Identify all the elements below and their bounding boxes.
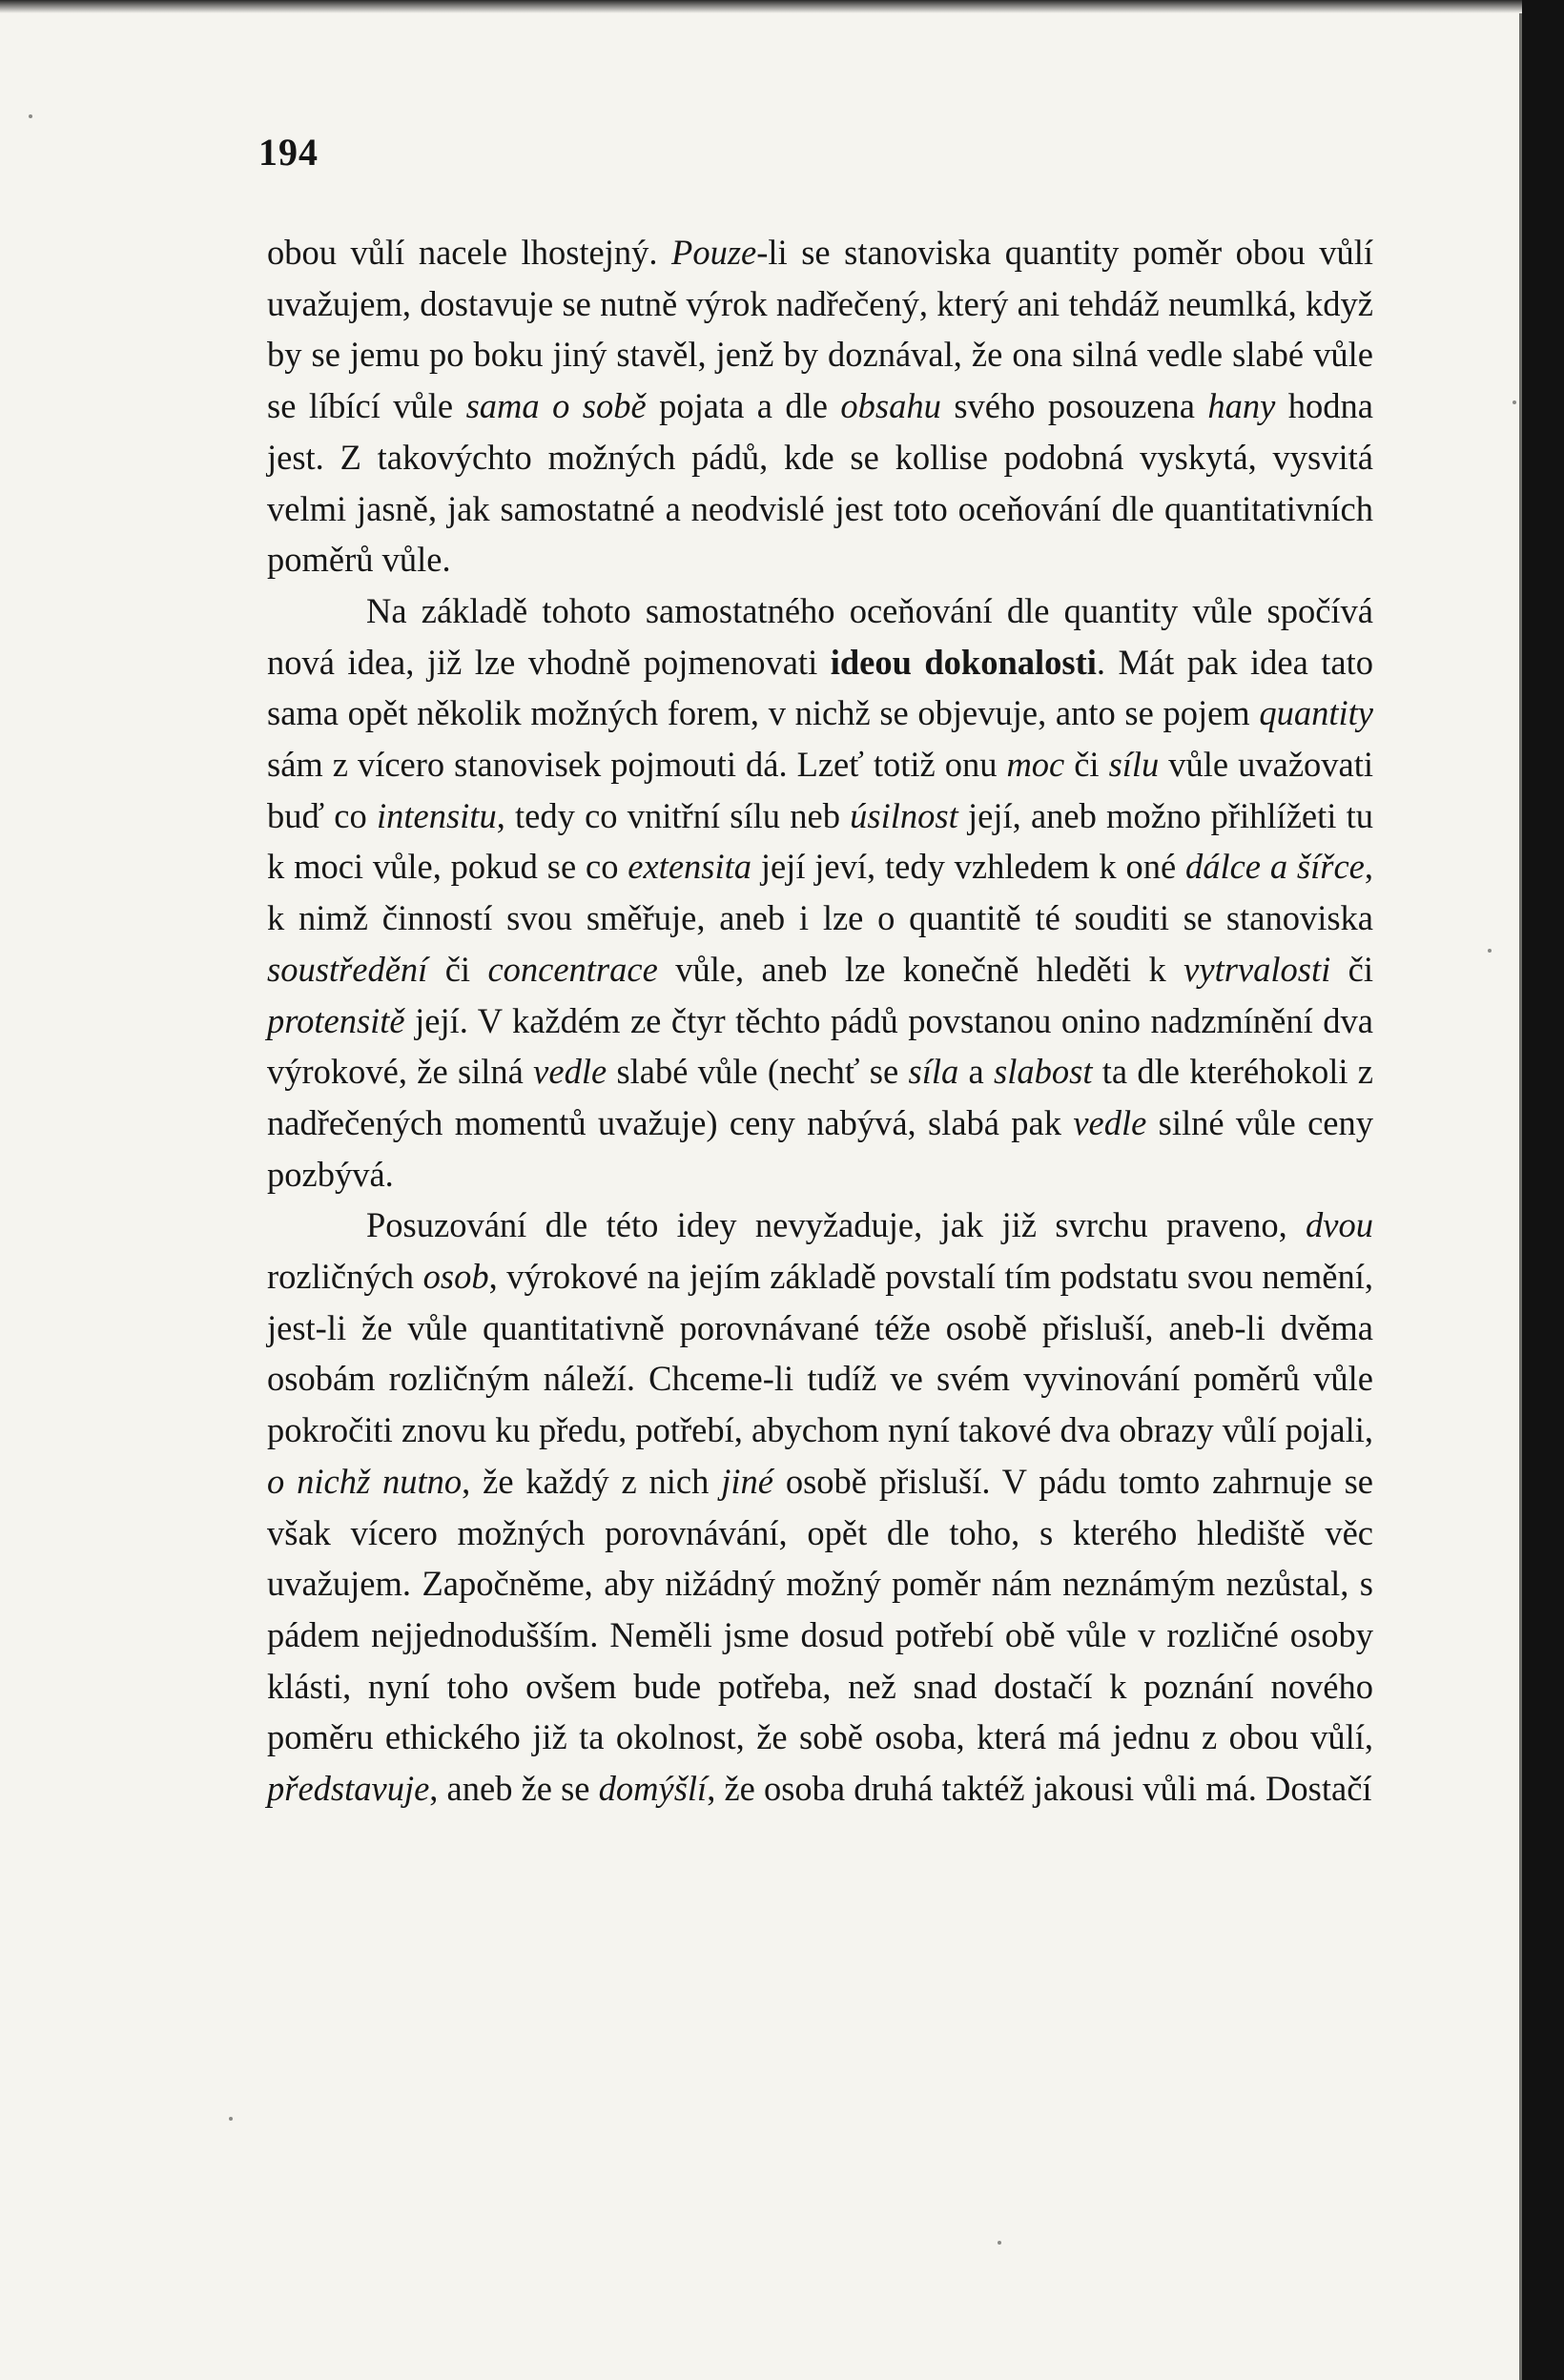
italic-text: intensitu: [376, 795, 497, 835]
italic-text: slabost: [994, 1052, 1093, 1092]
text-run: , že každý z nich: [462, 1461, 722, 1501]
print-speck: [998, 2241, 1001, 2245]
italic-text: moc: [1006, 745, 1065, 785]
text-run: sám z vícero stanovisek pojmouti dá. Lzeť totiž onu: [267, 745, 1007, 785]
italic-text: Pouze: [671, 233, 757, 272]
text-run: , že osoba druhá taktéž jakousi vůli má. Dostačí: [707, 1769, 1372, 1809]
text-run: . Mát pak idea tato sama opět několik možných forem, v nichž se objevuje, anto se pojem: [267, 642, 1373, 733]
italic-text: dálce a šířce: [1184, 847, 1365, 887]
text-run: svého posouzena: [940, 386, 1208, 426]
text-run: vůle uvažovati buď co: [267, 745, 1374, 835]
italic-text: osob: [422, 1257, 489, 1297]
text-run: její, aneb možno přihlížeti tu k moci vůle, pokud se co: [267, 795, 1373, 887]
text-run: , tedy co vnitřní sílu neb: [496, 795, 851, 835]
paragraph-1: [267, 227, 1373, 585]
italic-text: obsahu: [840, 386, 941, 426]
text-run: , výrokové na jejím základě povstalí tím podstatu svou nemění, jest-li že vůle quantitativně porovnávané téže osobě přisluší, aneb-li dvěma osobám rozličným náleží. Chceme-li tudíž ve svém vyvinování poměrů vůle pokročiti znovu ku předu, potřebí, abychom nyní takové dva obrazy vůlí pojali,: [267, 1257, 1373, 1450]
italic-text: síla: [908, 1052, 959, 1092]
italic-text: sílu: [1108, 745, 1160, 785]
print-speck: [229, 2117, 233, 2121]
text-run: a: [958, 1052, 995, 1092]
italic-text: soustředění: [267, 949, 428, 989]
text-run: vůle, aneb lze konečně hleděti k: [657, 949, 1184, 989]
text-run: její jeví, tedy vzhledem k oné: [751, 847, 1185, 887]
text-run: , k nimž činností svou směřuje, aneb i lze o quantitě té souditi se stanoviska: [267, 847, 1373, 938]
italic-text: vedle: [533, 1052, 607, 1092]
page-number: 194: [258, 131, 319, 174]
italic-text: dvou: [1306, 1205, 1373, 1245]
italic-text: concentrace: [487, 949, 658, 989]
text-run: ta dle kteréhokoli z nadřečených momentů uvažuje) ceny nabývá, slabá pak: [267, 1052, 1373, 1142]
text-run: , aneb že se: [429, 1769, 599, 1809]
text-run: Posuzování dle této idey nevyžaduje, jak již svrchu praveno,: [366, 1205, 1307, 1245]
italic-text: extensita: [628, 847, 752, 887]
print-speck: [29, 114, 32, 118]
text-run: silné vůle ceny pozbývá.: [267, 1102, 1373, 1194]
text-run: -li se stanoviska quantity poměr obou vůlí uvažujem, dostavuje se nutně výrok nadřečený, který ani tehdáž neumlká, když by se jemu po boku jiný stavěl, jenž by doznával, že ona silná vedle slabé vůle se líbící vůle: [267, 233, 1373, 426]
text-run: osobě přisluší. V pádu tomto zahrnuje se však vícero možných porovnávání, opět dle toho, s kterého hlediště věc uvažujem. Započněme, aby nižádný možný poměr nám neznámým nezůstal, s pádem nejjednodušším. Neměli jsme dosud potřebí obě vůle v rozličné osoby klásti, nyní toho ovšem bude potřeba, než snad dostačí k poznání nového poměru ethického již ta okolnost, že sobě osoba, která má jednu z obou vůlí,: [267, 1461, 1374, 1757]
page-top-shadow: [0, 0, 1522, 13]
text-run: slabé vůle (nechť se: [607, 1052, 909, 1092]
text-run: hodna jest. Z takovýchto možných pádů, kde se kollise podobná vyskytá, vysvitá velmi jasně, jak samostatné a neodvislé jest toto oceňování dle quantitativních poměrů vůle.: [267, 386, 1373, 580]
text-run: či: [1330, 949, 1373, 989]
italic-text: vytrvalosti: [1183, 949, 1331, 989]
italic-text: quantity: [1259, 693, 1373, 733]
text-run: Na základě tohoto samostatného oceňování dle quantity vůle spočívá nová idea, již lze vhodně pojmenovati: [267, 590, 1373, 682]
italic-text: o nichž nutno: [267, 1461, 463, 1501]
print-speck: [1488, 949, 1492, 953]
italic-text: protensitě: [267, 1000, 405, 1040]
italic-text: úsilnost: [850, 795, 958, 835]
bold-term: ideou dokonalosti: [830, 642, 1097, 682]
italic-text: jiné: [721, 1461, 773, 1501]
text-run: rozličných: [267, 1257, 423, 1297]
text-run: pojata a dle: [646, 386, 841, 426]
paragraph-3: [267, 1200, 1373, 1814]
paragraph-2: [267, 585, 1373, 1200]
body-text: [267, 227, 1373, 1815]
print-speck: [1513, 400, 1516, 404]
text-run: její. V každém ze čtyr těchto pádů povstanou onino nadzmínění dva výrokové, že silná: [267, 1000, 1373, 1092]
text-run: či: [1064, 745, 1109, 785]
text-run: obou vůlí nacele lhostejný.: [267, 233, 672, 272]
text-run: či: [427, 949, 488, 989]
italic-text: představuje: [267, 1769, 430, 1809]
italic-text: sama o sobě: [465, 386, 647, 426]
italic-text: hany: [1207, 386, 1276, 426]
italic-text: domýšlí: [598, 1769, 708, 1809]
italic-text: vedle: [1073, 1102, 1147, 1142]
